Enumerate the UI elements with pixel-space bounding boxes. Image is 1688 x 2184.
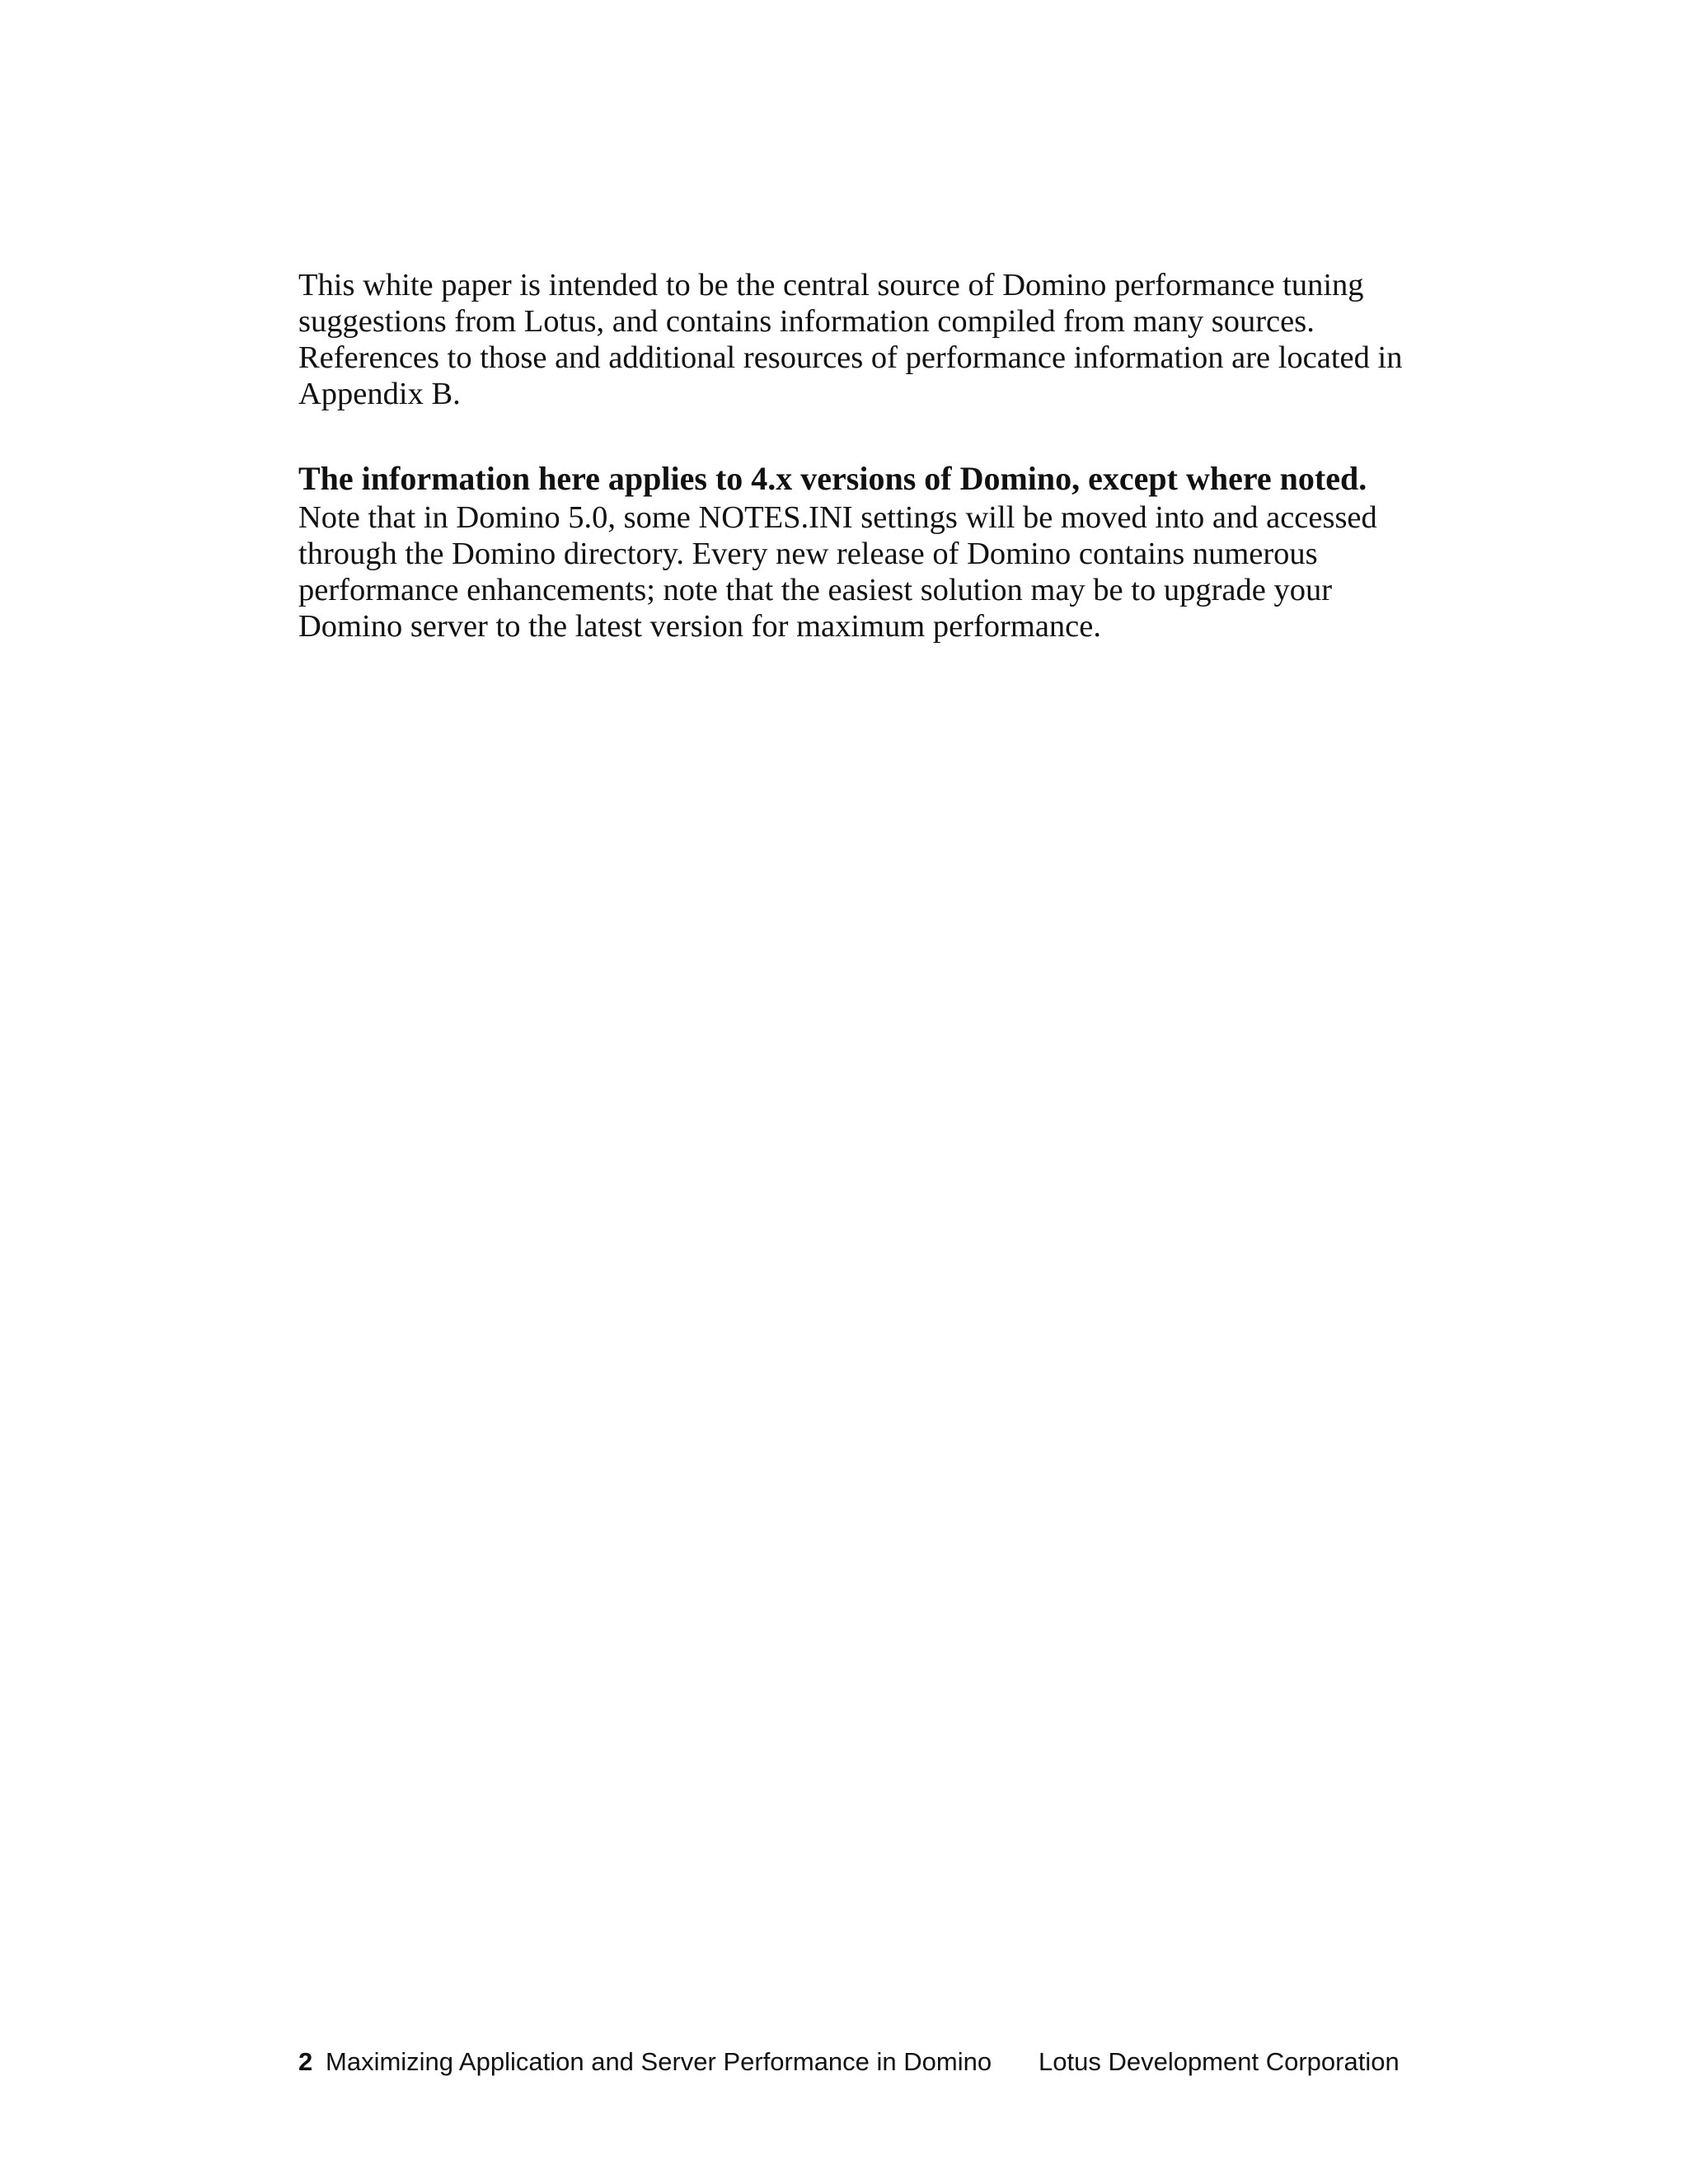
footer-company-name: Lotus Development Corporation [1039,2047,1400,2076]
intro-paragraph: This white paper is intended to be the central source of Domino performance tuning suggestions from Lotus, and contains information compiled from many sources. References to those and additional resources of performance information are located in Appendix B. [298,268,1403,411]
page-number: 2 [298,2047,313,2076]
version-note-section [298,456,1403,644]
page-footer [298,2046,1403,2079]
version-note-heading: The information here applies to 4.x versions of Domino, except where noted. [298,460,1367,497]
version-note-paragraph: Note that in Domino 5.0, some NOTES.INI settings will be moved into and accessed through the Domino directory. Every new release of Domino contains numerous performance enhancements; note that the easiest solution may be to upgrade your Domino server to the latest version for maximum performance. [298,500,1377,644]
footer-document-title: Maximizing Application and Server Performance in Domino [326,2047,992,2076]
